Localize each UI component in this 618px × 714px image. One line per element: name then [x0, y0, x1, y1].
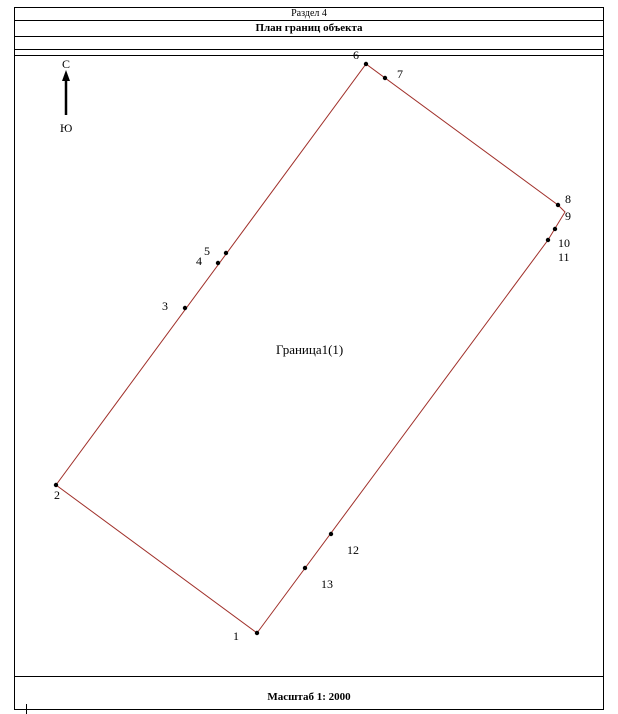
point-marker-2	[54, 483, 58, 487]
point-label-8: 8	[565, 192, 571, 206]
point-label-12: 12	[347, 543, 359, 557]
plan-title: План границ объекта	[15, 21, 603, 37]
parcel-label: Граница1(1)	[276, 342, 344, 357]
point-label-2: 2	[54, 488, 60, 502]
section-header: Раздел 4	[15, 8, 603, 21]
point-marker-8	[556, 203, 560, 207]
point-marker-11	[546, 238, 550, 242]
compass-south-label: Ю	[60, 121, 73, 135]
point-marker-5	[224, 251, 228, 255]
point-marker-4	[216, 261, 220, 265]
point-label-5: 5	[204, 244, 210, 258]
compass-north-label: С	[62, 57, 71, 71]
point-label-6: 6	[353, 48, 359, 62]
point-label-11: 11	[558, 250, 570, 264]
scale-label: Масштаб 1: 2000	[267, 691, 351, 703]
point-label-4: 4	[196, 254, 202, 268]
point-label-3: 3	[162, 299, 168, 313]
north-arrow-icon	[60, 57, 72, 135]
point-marker-3	[183, 306, 187, 310]
point-label-1: 1	[233, 629, 239, 643]
point-marker-1	[255, 631, 259, 635]
point-marker-13	[303, 566, 307, 570]
point-label-13: 13	[321, 577, 333, 591]
point-marker-7	[383, 76, 387, 80]
point-marker-10	[553, 227, 557, 231]
point-label-10: 10	[558, 236, 570, 250]
point-marker-12	[329, 532, 333, 536]
point-label-9: 9	[565, 209, 571, 223]
point-marker-6	[364, 62, 368, 66]
point-label-7: 7	[397, 67, 403, 81]
